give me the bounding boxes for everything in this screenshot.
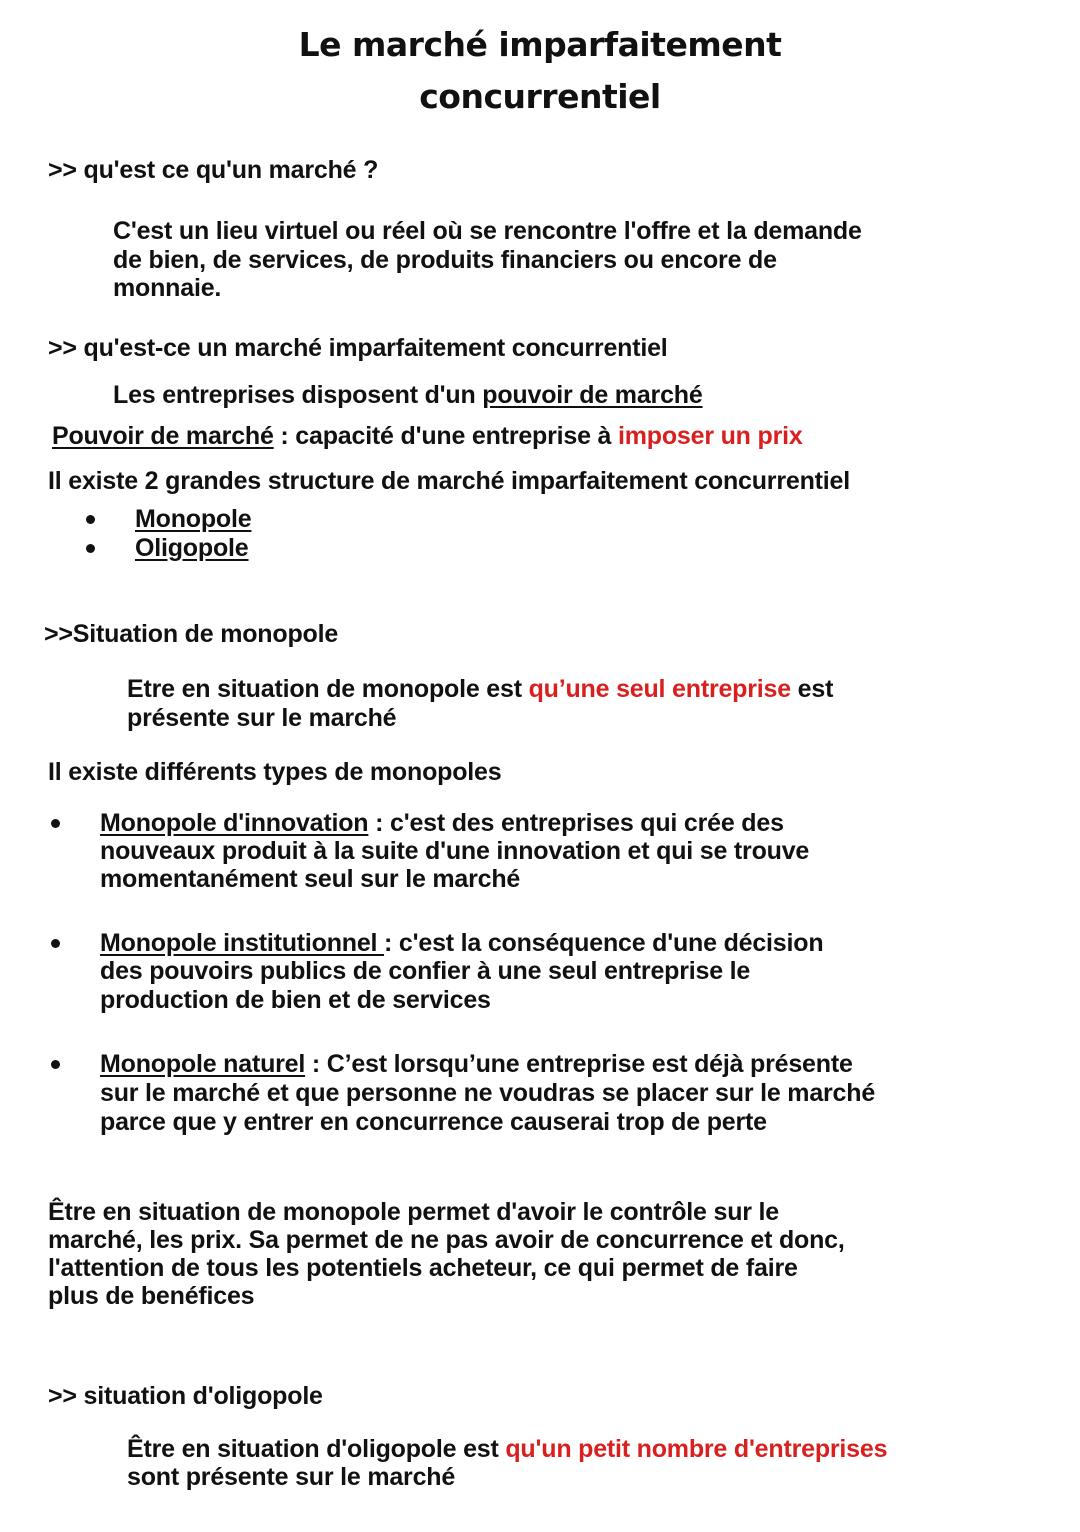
text: Les entreprises disposent d'un — [113, 381, 483, 409]
list-item — [100, 929, 823, 957]
item-term: Monopole naturel — [100, 1050, 306, 1078]
definition-term: Pouvoir de marché — [52, 422, 274, 450]
list-item-line: production de bien et de services — [100, 986, 491, 1014]
list-item-line: sur le marché et que personne ne voudras se placer sur le marché — [100, 1079, 876, 1107]
structures-line: Il existe 2 grandes structure de marché imparfaitement concurrentiel — [48, 467, 850, 495]
list-item-line: des pouvoirs publics de confier à une seul entreprise le — [100, 957, 751, 985]
paragraph-line: C'est un lieu virtuel ou réel où se rencontre l'offre et la demande — [113, 217, 862, 245]
list-item — [100, 809, 784, 837]
oligopole-def-line — [127, 1435, 887, 1463]
list-item-line: momentanément seul sur le marché — [100, 865, 521, 893]
heading-monopole: >>Situation de monopole — [44, 620, 339, 648]
page-title-line1: Le marché imparfaitement — [298, 25, 782, 64]
item-term: Monopole institutionnel — [100, 929, 385, 957]
summary-line: Être en situation de monopole permet d'avoir le contrôle sur le — [48, 1198, 779, 1226]
monopole-def-line: présente sur le marché — [127, 704, 397, 732]
bullet-icon — [51, 819, 60, 828]
bullet-icon — [86, 515, 95, 524]
summary-line: plus de benéfices — [48, 1282, 255, 1310]
highlight-red: qu’une seul entreprise — [528, 675, 791, 703]
heading-oligopole: >> situation d'oligopole — [48, 1382, 323, 1410]
text: : capacité d'une entreprise à — [273, 422, 619, 450]
oligopole-def-line: sont présente sur le marché — [127, 1463, 456, 1491]
text: : C’est lorsqu’une entreprise est déjà présente — [305, 1050, 853, 1078]
summary-line: marché, les prix. Sa permet de ne pas avoir de concurrence et donc, — [48, 1226, 845, 1254]
summary-line: l'attention de tous les potentiels acheteur, ce qui permet de faire — [48, 1254, 798, 1282]
monopole-def-line — [127, 675, 833, 703]
types-line: Il existe différents types de monopoles — [48, 758, 502, 786]
text: est — [790, 675, 834, 703]
page-title-line2: concurrentiel — [419, 77, 661, 116]
highlight-red: qu'un petit nombre d'entreprises — [505, 1435, 888, 1463]
underlined-term: pouvoir de marché — [482, 381, 703, 409]
list-item: Monopole — [135, 505, 252, 533]
list-item-line: parce que y entrer en concurrence causerai trop de perte — [100, 1108, 767, 1136]
list-item-line: nouveaux produit à la suite d'une innovation et qui se trouve — [100, 837, 810, 865]
text: Etre en situation de monopole est — [127, 675, 529, 703]
bullet-icon — [51, 1060, 60, 1069]
list-item — [100, 1050, 853, 1078]
pouvoir-line — [113, 381, 703, 409]
paragraph-line: de bien, de services, de produits financiers ou encore de — [113, 246, 777, 274]
highlight-red: imposer un prix — [618, 422, 803, 450]
heading-marche: >> qu'est ce qu'un marché ? — [48, 156, 379, 184]
heading-imparfait: >> qu'est-ce un marché imparfaitement concurrentiel — [48, 334, 668, 362]
definition-line — [52, 422, 803, 450]
bullet-icon — [86, 544, 95, 553]
text: : c'est la conséquence d'une décision — [384, 929, 824, 957]
text: Être en situation d'oligopole est — [127, 1435, 506, 1463]
paragraph-line: monnaie. — [113, 274, 222, 302]
text: : c'est des entreprises qui crée des — [368, 809, 784, 837]
list-item: Oligopole — [135, 534, 249, 562]
bullet-icon — [51, 939, 60, 948]
item-term: Monopole d'innovation — [100, 809, 369, 837]
